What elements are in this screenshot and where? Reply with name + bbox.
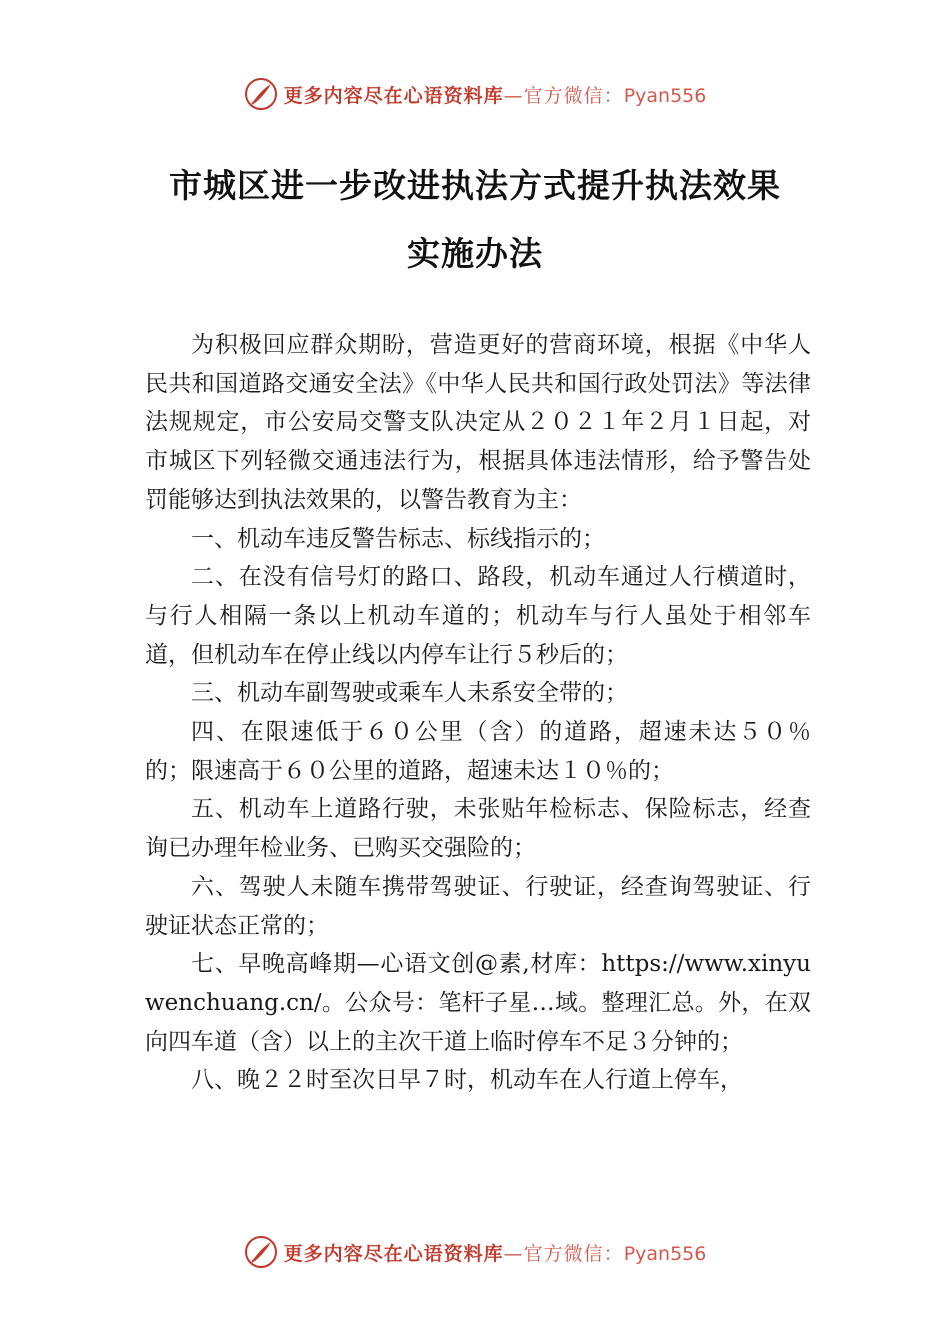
quill-logo-icon	[244, 1235, 278, 1269]
clause-8: 八、晚２２时至次日早７时，机动车在人行道上停车，	[191, 1067, 743, 1094]
banner-text: 更多内容尽在心语资料库—官方微信：Pyan556	[283, 1242, 707, 1265]
clause-6: 六、驾驶人未随车携带驾驶证、行驶证，经查询驾驶证、行驶证状态正常的；	[145, 873, 811, 939]
clause-7: 七、早晚高峰期—心语文创@素,材库：https://www.xinyuwenchuang.cn/。公众号：笔杆子星…域。整理汇总。外，在双向四车道（含）以上的主次干道上临时停车不足３分钟的；	[145, 951, 811, 1055]
clause-1: 一、机动车违反警告标志、标线指示的；	[191, 525, 605, 552]
footer-watermark-banner	[0, 1232, 950, 1272]
intro-paragraph: 为积极回应群众期盼，营造更好的营商环境，根据《中华人民共和国道路交通安全法》《中华人民共和国行政处罚法》等法律法规规定，市公安局交警支队决定从２０２１年２月１日起，对市城区下列轻微交通违法行为，根据具体违法情形，给予警告处罚能够达到执法效果的，以警告教育为主：	[145, 332, 811, 513]
clause-2: 二、在没有信号灯的路口、路段，机动车通过人行横道时，与行人相隔一条以上机动车道的；机动车与行人虽处于相邻车道，但机动车在停止线以内停车让行５秒后的；	[145, 564, 811, 668]
document-body	[145, 326, 811, 1100]
document-title-line-1: 市城区进一步改进执法方式提升执法效果	[169, 166, 781, 205]
banner-text: 更多内容尽在心语资料库—官方微信：Pyan556	[283, 84, 707, 107]
clause-3: 三、机动车副驾驶或乘车人未系安全带的；	[191, 680, 628, 707]
clause-5: 五、机动车上道路行驶，未张贴年检标志、保险标志，经查询已办理年检业务、已购买交强险的；	[145, 796, 811, 862]
document-title-line-2: 实施办法	[407, 234, 543, 273]
header-watermark-banner	[0, 74, 950, 114]
quill-logo-icon	[244, 77, 278, 111]
clause-4: 四、在限速低于６０公里（含）的道路，超速未达５０％ 的；限速高于６０公里的道路，超速未达１０％的；	[145, 719, 811, 784]
